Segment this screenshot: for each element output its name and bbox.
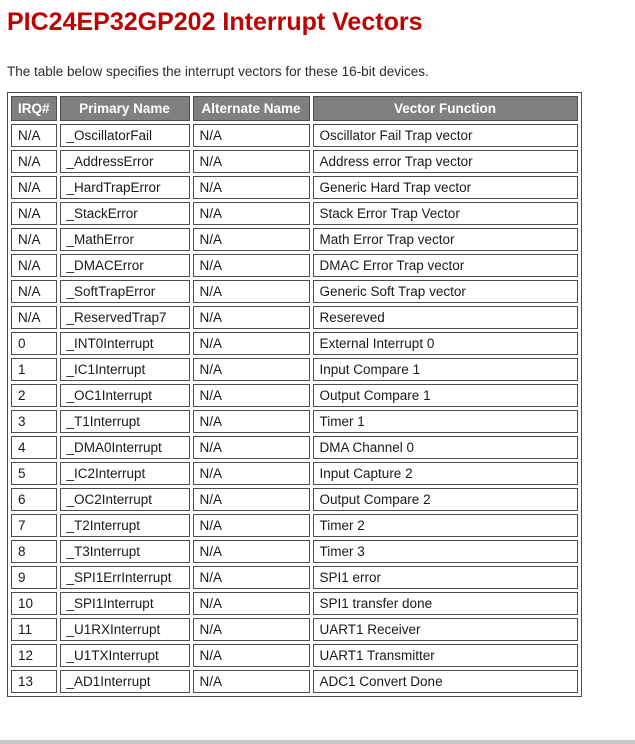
table-cell: _T1Interrupt	[60, 410, 190, 433]
table-row	[11, 358, 578, 381]
page-title: PIC24EP32GP202 Interrupt Vectors	[7, 8, 423, 36]
table-cell: _SoftTrapError	[60, 280, 190, 303]
table-row	[11, 176, 578, 199]
table-cell: N/A	[193, 670, 310, 693]
table-row	[11, 124, 578, 147]
table-cell: SPI1 error	[313, 566, 578, 589]
table-cell: 13	[11, 670, 57, 693]
table-cell: _U1TXInterrupt	[60, 644, 190, 667]
table-cell: N/A	[11, 280, 57, 303]
table-body	[11, 124, 578, 693]
table-cell: _DMA0Interrupt	[60, 436, 190, 459]
table-cell: DMAC Error Trap vector	[313, 254, 578, 277]
table-row	[11, 670, 578, 693]
interrupt-vectors-table	[7, 92, 582, 697]
table-cell: N/A	[11, 176, 57, 199]
table-cell: Generic Hard Trap vector	[313, 176, 578, 199]
table-cell: Input Capture 2	[313, 462, 578, 485]
table-cell: _StackError	[60, 202, 190, 225]
table-cell: SPI1 transfer done	[313, 592, 578, 615]
table-cell: 4	[11, 436, 57, 459]
table-cell: Timer 1	[313, 410, 578, 433]
table-cell: 10	[11, 592, 57, 615]
table-cell: Output Compare 1	[313, 384, 578, 407]
table-cell: _OC1Interrupt	[60, 384, 190, 407]
table-cell: _INT0Interrupt	[60, 332, 190, 355]
table-cell: 1	[11, 358, 57, 381]
table-row	[11, 436, 578, 459]
table-cell: Oscillator Fail Trap vector	[313, 124, 578, 147]
table-row	[11, 592, 578, 615]
table-row	[11, 202, 578, 225]
table-cell: Resereved	[313, 306, 578, 329]
table-cell: 3	[11, 410, 57, 433]
table-cell: N/A	[193, 228, 310, 251]
table-cell: 0	[11, 332, 57, 355]
table-row	[11, 150, 578, 173]
table-row	[11, 566, 578, 589]
table-cell: Timer 2	[313, 514, 578, 537]
table-cell: Stack Error Trap Vector	[313, 202, 578, 225]
table-cell: ADC1 Convert Done	[313, 670, 578, 693]
table-header	[11, 96, 578, 121]
table-cell: N/A	[193, 384, 310, 407]
table-cell: Math Error Trap vector	[313, 228, 578, 251]
column-header-primary-name: Primary Name	[60, 96, 190, 121]
table-cell: _MathError	[60, 228, 190, 251]
table-cell: N/A	[11, 124, 57, 147]
table-cell: _HardTrapError	[60, 176, 190, 199]
table-cell: N/A	[193, 540, 310, 563]
column-header-irq: IRQ#	[11, 96, 57, 121]
table-cell: _T2Interrupt	[60, 514, 190, 537]
table-row	[11, 462, 578, 485]
table-cell: UART1 Transmitter	[313, 644, 578, 667]
table-cell: N/A	[193, 280, 310, 303]
table-cell: N/A	[11, 228, 57, 251]
table-row	[11, 540, 578, 563]
table-cell: _IC2Interrupt	[60, 462, 190, 485]
table-cell: _ReservedTrap7	[60, 306, 190, 329]
table-cell: 7	[11, 514, 57, 537]
table-row	[11, 280, 578, 303]
table-cell: 2	[11, 384, 57, 407]
table-cell: N/A	[193, 202, 310, 225]
table-cell: 11	[11, 618, 57, 641]
table-cell: N/A	[11, 306, 57, 329]
table-cell: DMA Channel 0	[313, 436, 578, 459]
horizontal-scrollbar[interactable]	[0, 740, 635, 744]
table-cell: External Interrupt 0	[313, 332, 578, 355]
table-cell: 9	[11, 566, 57, 589]
table-cell: N/A	[193, 566, 310, 589]
table-row	[11, 410, 578, 433]
table-row	[11, 618, 578, 641]
table-cell: _OC2Interrupt	[60, 488, 190, 511]
table-cell: N/A	[11, 254, 57, 277]
table-cell: Timer 3	[313, 540, 578, 563]
table-cell: UART1 Receiver	[313, 618, 578, 641]
table-cell: Output Compare 2	[313, 488, 578, 511]
table-cell: N/A	[193, 618, 310, 641]
table-cell: _OscillatorFail	[60, 124, 190, 147]
column-header-alternate-name: Alternate Name	[193, 96, 310, 121]
table-header-row	[11, 96, 578, 121]
intro-text: The table below specifies the interrupt vectors for these 16-bit devices.	[7, 63, 429, 79]
table-cell: Address error Trap vector	[313, 150, 578, 173]
table-cell: N/A	[193, 150, 310, 173]
table-row	[11, 332, 578, 355]
table-row	[11, 384, 578, 407]
table-cell: N/A	[193, 436, 310, 459]
column-header-vector-function: Vector Function	[313, 96, 578, 121]
table-cell: N/A	[193, 514, 310, 537]
table-cell: Generic Soft Trap vector	[313, 280, 578, 303]
table-cell: N/A	[193, 410, 310, 433]
table-cell: N/A	[193, 306, 310, 329]
table-cell: 12	[11, 644, 57, 667]
table-cell: N/A	[193, 358, 310, 381]
table-cell: N/A	[11, 150, 57, 173]
table-row	[11, 228, 578, 251]
table-cell: _SPI1Interrupt	[60, 592, 190, 615]
table-cell: 6	[11, 488, 57, 511]
table-cell: N/A	[193, 592, 310, 615]
table-cell: _T3Interrupt	[60, 540, 190, 563]
table-cell: N/A	[193, 254, 310, 277]
table-cell: _U1RXInterrupt	[60, 618, 190, 641]
table-cell: N/A	[193, 462, 310, 485]
table-cell: _IC1Interrupt	[60, 358, 190, 381]
table-cell: _DMACError	[60, 254, 190, 277]
table-cell: N/A	[193, 644, 310, 667]
table-cell: N/A	[11, 202, 57, 225]
table-row	[11, 254, 578, 277]
table-cell: 8	[11, 540, 57, 563]
table-cell: N/A	[193, 176, 310, 199]
table-row	[11, 306, 578, 329]
table-cell: _AD1Interrupt	[60, 670, 190, 693]
table-row	[11, 488, 578, 511]
table-cell: N/A	[193, 488, 310, 511]
table-cell: N/A	[193, 332, 310, 355]
table-row	[11, 514, 578, 537]
table-cell: N/A	[193, 124, 310, 147]
table-cell: 5	[11, 462, 57, 485]
table-row	[11, 644, 578, 667]
table-cell: _AddressError	[60, 150, 190, 173]
table-cell: Input Compare 1	[313, 358, 578, 381]
table-cell: _SPI1ErrInterrupt	[60, 566, 190, 589]
